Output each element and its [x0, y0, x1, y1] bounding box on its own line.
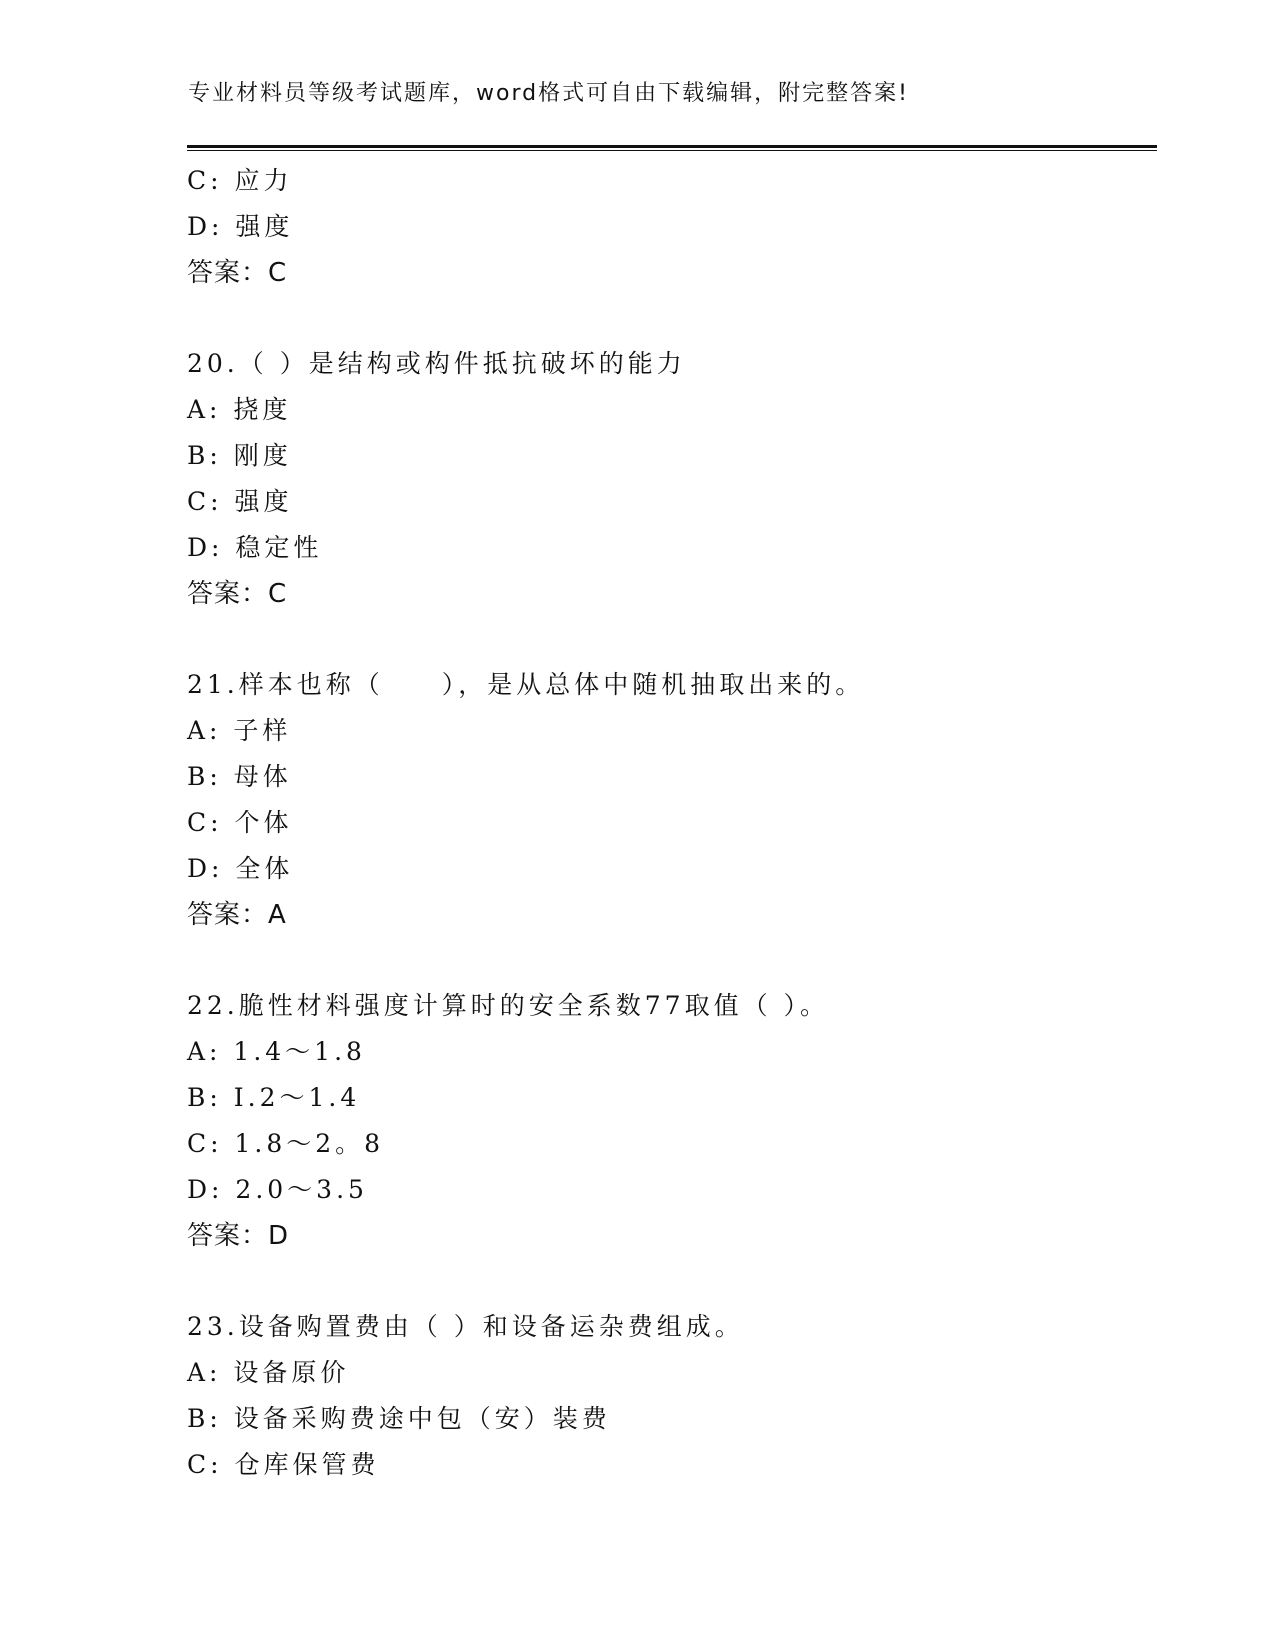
question-stem: 22.脆性材料强度计算时的安全系数77取值（ ）。: [187, 991, 830, 1020]
option-d: D: 强度: [187, 212, 294, 241]
option-c: C: 个体: [187, 808, 293, 837]
option-c: C: 应力: [187, 166, 293, 195]
option-b: B: 设备采购费途中包（安）装费: [187, 1404, 611, 1433]
option-b: B: 刚度: [187, 441, 292, 470]
spacer: [187, 1259, 1147, 1304]
question-stem: 21.样本也称（ ），是从总体中随机抽取出来的。: [187, 670, 865, 699]
answer-line: 答案：C: [187, 258, 288, 288]
option-d: D: 稳定性: [187, 533, 323, 562]
answer-line: 答案：C: [187, 579, 288, 609]
option-a: A: 子样: [187, 716, 292, 745]
spacer: [187, 296, 1147, 341]
option-b: B: 母体: [187, 762, 292, 791]
question-list: [187, 158, 1147, 1488]
option-c: C: 仓库保管费: [187, 1450, 380, 1479]
question-stem: 23.设备购置费由（ ）和设备运杂费组成。: [187, 1312, 744, 1341]
answer-line: 答案：A: [187, 900, 287, 930]
option-b: B: I.2～1.4: [187, 1083, 361, 1112]
option-d: D: 2.0～3.5: [187, 1175, 368, 1204]
header-rule-thin: [187, 150, 1157, 151]
answer-line: 答案：D: [187, 1221, 290, 1251]
option-d: D: 全体: [187, 854, 294, 883]
header-rule-thick: [187, 145, 1157, 148]
option-a: A: 1.4～1.8: [187, 1037, 366, 1066]
option-a: A: 挠度: [187, 395, 292, 424]
page-header: 专业材料员等级考试题库，word格式可自由下载编辑，附完整答案!: [188, 81, 909, 106]
spacer: [187, 938, 1147, 983]
option-c: C: 1.8～2。8: [187, 1129, 385, 1158]
option-a: A: 设备原价: [187, 1358, 350, 1387]
option-c: C: 强度: [187, 487, 293, 516]
spacer: [187, 617, 1147, 662]
question-stem: 20.（ ）是结构或构件抵抗破坏的能力: [187, 349, 686, 378]
